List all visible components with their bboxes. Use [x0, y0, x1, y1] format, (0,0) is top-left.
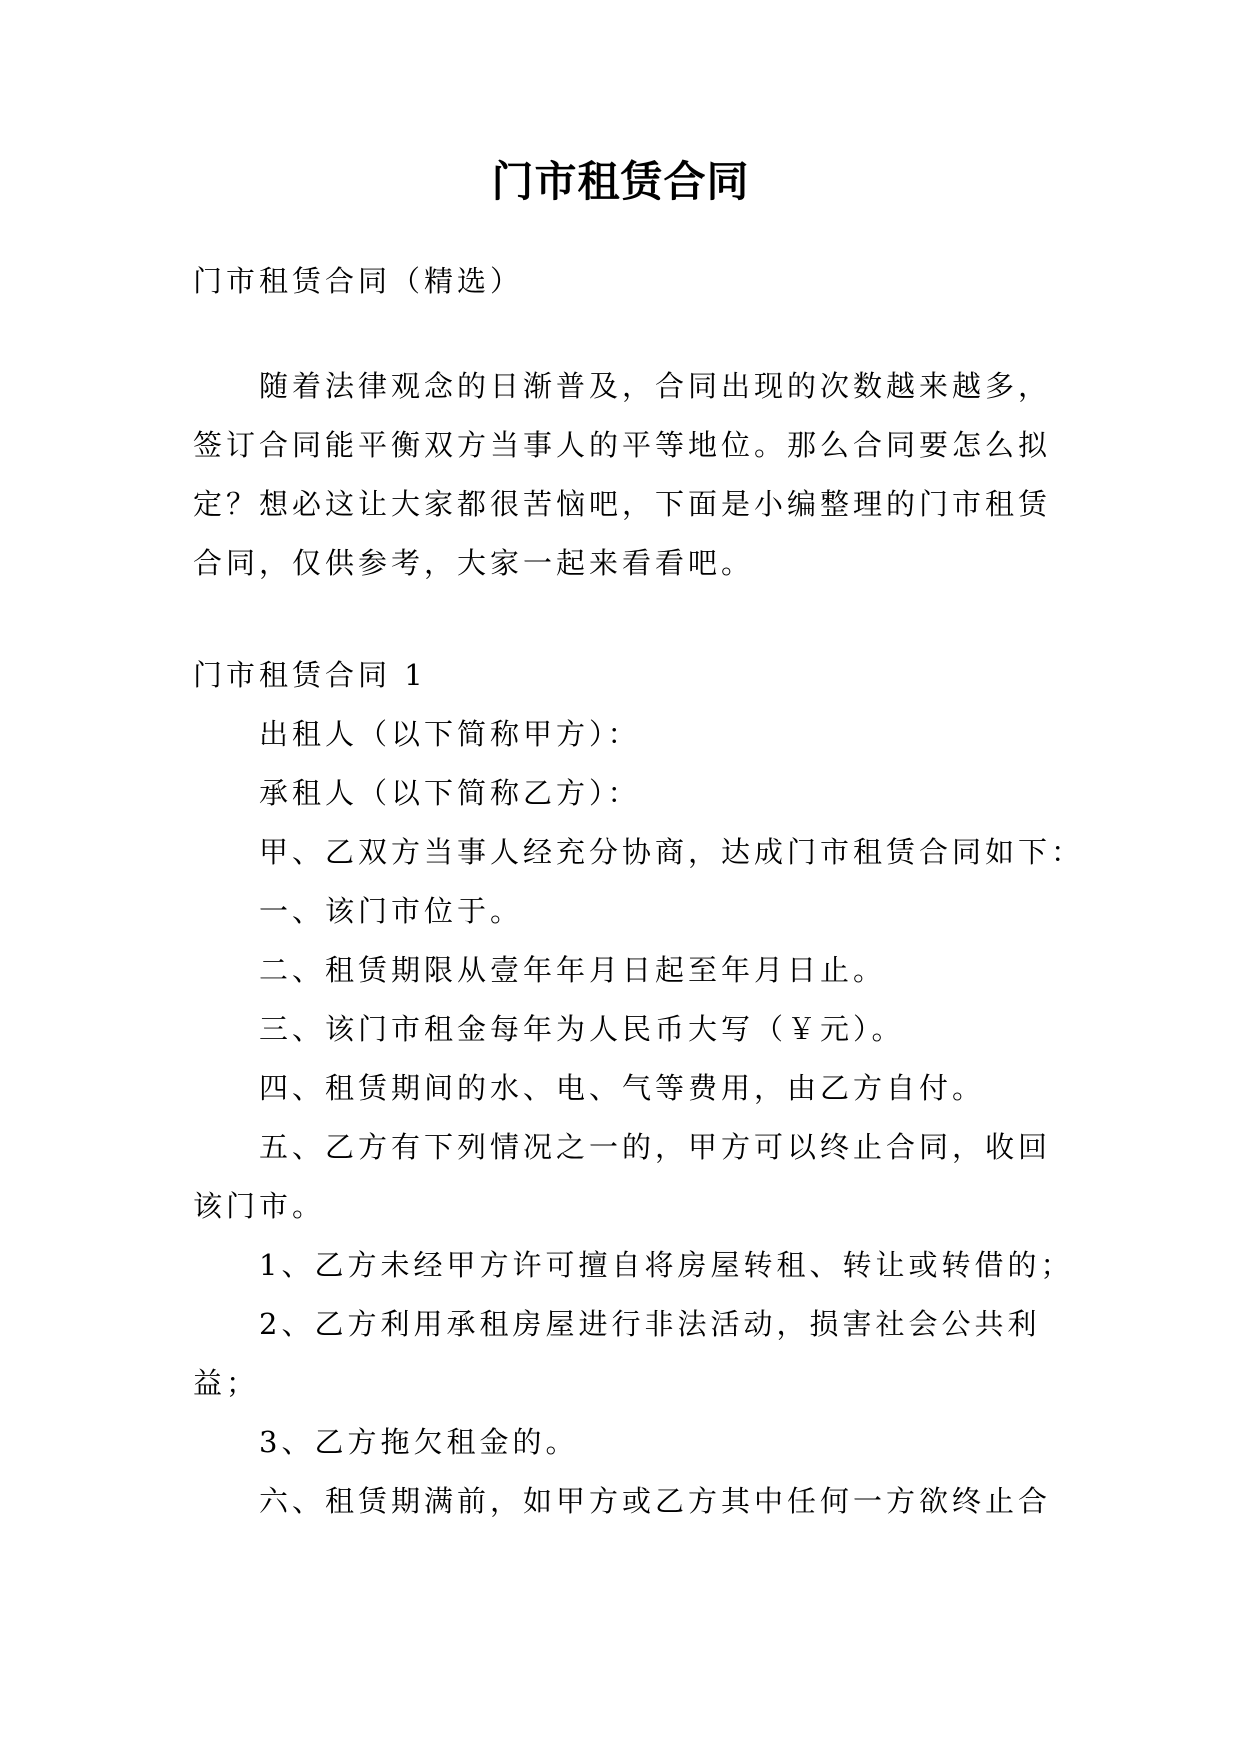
clause-5-line-2: 该门市。 [193, 1189, 326, 1223]
item-2-line-2: 益； [193, 1366, 260, 1400]
clause-6-line-1: 六、租赁期满前，如甲方或乙方其中任何一方欲终止合 [259, 1484, 1052, 1518]
agreement-line: 甲、乙双方当事人经充分协商，达成门市租赁合同如下： [259, 835, 1085, 869]
document-title: 门市租赁合同 [491, 157, 750, 206]
clause-5-line-1: 五、乙方有下列情况之一的，甲方可以终止合同，收回 [259, 1130, 1052, 1164]
lessee-line: 承租人（以下简称乙方）： [259, 776, 641, 810]
clause-2: 二、租赁期限从壹年年月日起至年月日止。 [259, 953, 887, 987]
intro-line-1: 随着法律观念的日渐普及，合同出现的次数越来越多， [259, 369, 1052, 403]
clause-1: 一、该门市位于。 [259, 894, 524, 928]
clause-4: 四、租赁期间的水、电、气等费用，由乙方自付。 [259, 1071, 986, 1105]
intro-line-3: 定？想必这让大家都很苦恼吧，下面是小编整理的门市租赁 [193, 487, 1052, 521]
document-subtitle: 门市租赁合同（精选） [193, 264, 524, 298]
item-1: 1、乙方未经甲方许可擅自将房屋转租、转让或转借的； [259, 1248, 1074, 1282]
section-heading: 门市租赁合同 1 [193, 658, 427, 692]
intro-line-4: 合同，仅供参考，大家一起来看看吧。 [193, 546, 755, 580]
item-2-line-1: 2、乙方利用承租房屋进行非法活动，损害社会公共利 [259, 1307, 1041, 1341]
clause-3: 三、该门市租金每年为人民币大写（￥元）。 [259, 1012, 905, 1046]
item-3: 3、乙方拖欠租金的。 [259, 1425, 579, 1459]
intro-line-2: 签订合同能平衡双方当事人的平等地位。那么合同要怎么拟 [193, 428, 1052, 462]
lessor-line: 出租人（以下简称甲方）： [259, 717, 641, 751]
